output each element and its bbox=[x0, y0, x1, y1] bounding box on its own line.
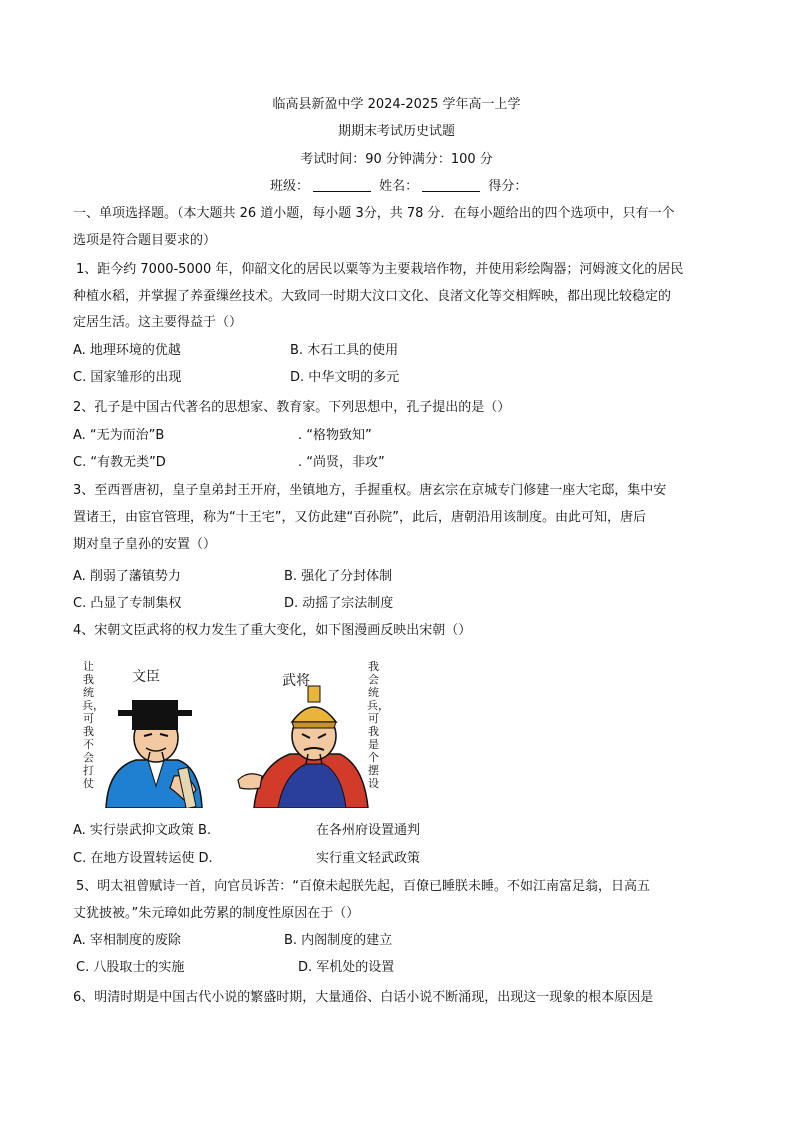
q5-option-a: A. 宰相制度的废除 bbox=[73, 933, 181, 948]
q5-stem-line1: 5、明太祖曾赋诗一首，向官员诉苦：“百僚未起朕先起，百僚已睡朕未睡。不如江南富足翁，日高五 bbox=[76, 879, 651, 894]
cartoon-civil-label: 文臣 bbox=[132, 669, 160, 685]
q3-stem-line1: 3、至西晋唐初，皇子皇弟封王开府，坐镇地方，手握重权。唐玄宗在京城专门修建一座大宅邸，集中安 bbox=[73, 483, 667, 498]
section1-intro-line1: 一、单项选择题。（本大题共 26 道小题，每小题 3分，共 78 分．在每小题给出的四个选项中，只有一个 bbox=[73, 206, 675, 221]
cartoon-illustration bbox=[78, 656, 389, 808]
civil-official-figure bbox=[106, 700, 202, 808]
q5-option-c: C. 八股取士的实施 bbox=[76, 960, 185, 975]
q1-stem-line1: 1、距今约 7000-5000 年，仰韶文化的居民以粟等为主要栽培作物，并使用彩绘陶器；河姆渡文化的居民 bbox=[76, 262, 684, 277]
q3-option-b: B. 强化了分封体制 bbox=[284, 569, 393, 584]
military-general-figure bbox=[238, 686, 368, 808]
score-label: 得分： bbox=[488, 179, 528, 194]
class-label: 班级： bbox=[270, 179, 310, 194]
q5-option-b: B. 内阁制度的建立 bbox=[284, 933, 393, 948]
q1-stem-line2: 种植水稻，并掌握了养蚕缫丝技术。大致同一时期大汶口文化、良渚文化等交相辉映，都出现比较稳定的 bbox=[73, 289, 672, 304]
q3-stem-line2: 置诸王，由宦官管理，称为“十王宅”，又仿此建“百孙院”，此后，唐朝沿用该制度。由此可知，唐后 bbox=[73, 510, 646, 525]
q3-option-c: C. 凸显了专制集权 bbox=[73, 596, 182, 611]
q4-option-b: 在各州府设置通判 bbox=[316, 823, 421, 838]
q2-option-b: . “格物致知” bbox=[298, 428, 372, 443]
q1-stem-line3: 定居生活。这主要得益于（） bbox=[73, 315, 243, 330]
cartoon-military-label: 武将 bbox=[282, 673, 310, 689]
student-info-row bbox=[270, 178, 527, 196]
q1-option-a: A. 地理环境的优越 bbox=[73, 343, 181, 358]
name-blank bbox=[422, 179, 480, 192]
cartoon-right-speech: 我会统兵，可我是个摆设 bbox=[367, 660, 389, 790]
q1-option-c: C. 国家雏形的出现 bbox=[73, 370, 182, 385]
exam-title-line2: 期期末考试历史试题 bbox=[337, 124, 455, 139]
civil-military-cartoon bbox=[78, 656, 389, 808]
section1-intro-line2: 选项是符合题目要求的） bbox=[73, 233, 217, 248]
q2-option-d: . “尚贤，非攻” bbox=[298, 455, 385, 470]
q3-option-a: A. 削弱了藩镇势力 bbox=[73, 569, 181, 584]
q4-option-d: 实行重文轻武政策 bbox=[316, 851, 421, 866]
q5-stem-line2: 丈犹披被。”朱元璋如此劳累的制度性原因在于（） bbox=[73, 906, 360, 921]
q4-option-a: A. 实行崇武抑文政策 B. bbox=[73, 823, 212, 838]
cartoon-left-speech: 让我统兵，可我不会打仗 bbox=[82, 660, 104, 790]
q2-stem: 2、孔子是中国古代著名的思想家、教育家。下列思想中，孔子提出的是（） bbox=[73, 400, 511, 415]
q3-option-d: D. 动摇了宗法制度 bbox=[284, 596, 394, 611]
class-blank bbox=[313, 179, 371, 192]
q4-stem: 4、宋朝文臣武将的权力发生了重大变化，如下图漫画反映出宋朝（） bbox=[73, 623, 472, 638]
q3-stem-line3: 期对皇子皇孙的安置（） bbox=[73, 537, 217, 552]
q1-option-d: D. 中华文明的多元 bbox=[290, 370, 400, 385]
name-label: 姓名： bbox=[379, 179, 419, 194]
q2-option-c: C. “有教无类”D bbox=[73, 455, 166, 470]
q5-option-d: D. 军机处的设置 bbox=[298, 960, 395, 975]
exam-info: 考试时间：90 分钟满分：100 分 bbox=[300, 152, 493, 167]
q4-option-c: C. 在地方设置转运使 D. bbox=[73, 851, 213, 866]
q1-option-b: B. 木石工具的使用 bbox=[290, 343, 399, 358]
q2-option-a: A. “无为而治”B bbox=[73, 428, 165, 443]
exam-title-line1: 临高县新盈中学 2024-2025 学年高一上学 bbox=[272, 97, 521, 112]
q6-stem-line1: 6、明清时期是中国古代小说的繁盛时期，大量通俗、白话小说不断涌现，出现这一现象的根本原因是 bbox=[73, 990, 654, 1005]
